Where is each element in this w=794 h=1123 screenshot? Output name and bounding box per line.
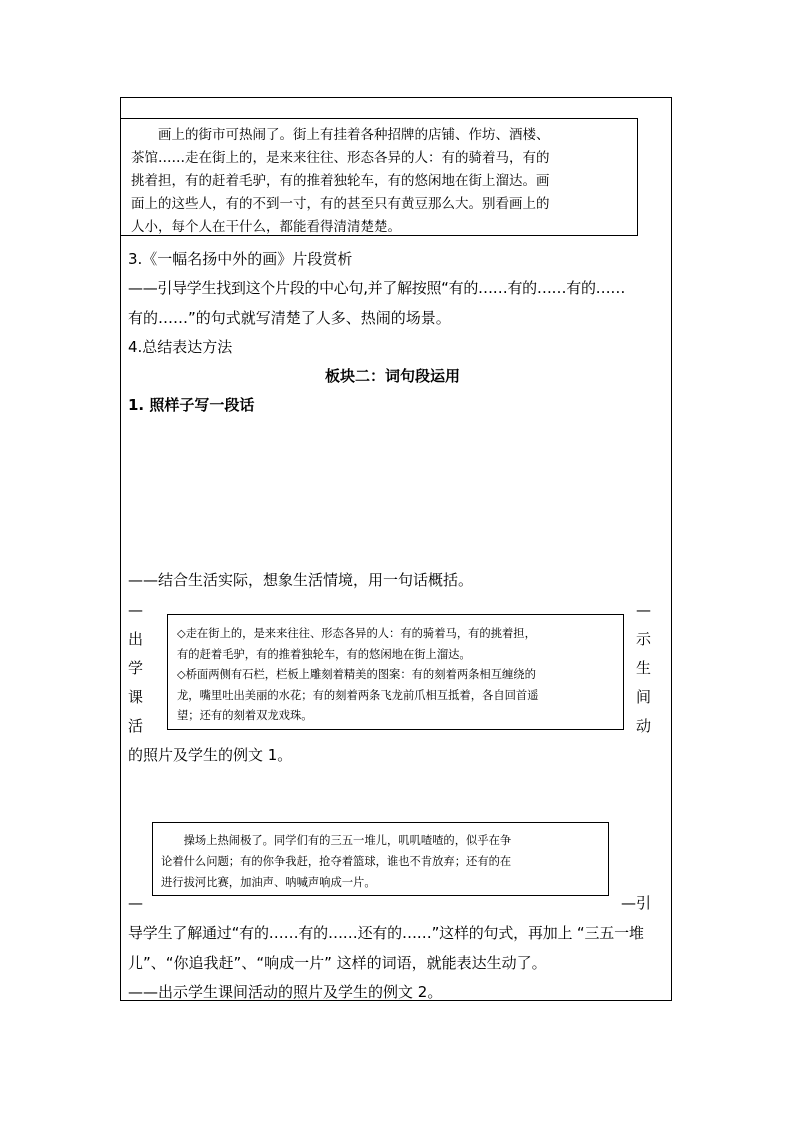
excerpt-line: 面上的这些人，有的不到一寸，有的甚至只有黄豆那么大。别看画上的 <box>131 196 550 212</box>
example-line: 有的赶着毛驴，有的推着独轮车，有的悠闲地在街上溜达。 <box>177 647 471 661</box>
example-line: ◇桥面两侧有石栏，栏板上雕刻着精美的图案：有的刻着两条相互缠绕的 <box>177 668 536 681</box>
side-char: 课 <box>128 688 144 706</box>
block2-item1: 1. 照样子写一段话 <box>128 396 255 414</box>
side-char: 学 <box>128 659 144 677</box>
side-char: 间 <box>636 688 652 706</box>
section3-guide: 有的……”的句式就写清楚了人多、热闹的场景。 <box>128 309 451 327</box>
section4-heading: 4.总结表达方法 <box>128 338 233 356</box>
photo-caption-2: ——出示学生课间活动的照片及学生的例文 2。 <box>128 983 443 1001</box>
section3-guide: ——引导学生找到这个片段的中心句,并了解按照“有的……有的……有的…… <box>128 279 626 297</box>
excerpt-line: 人小，每个人在干什么，都能看得清清楚楚。 <box>131 219 401 235</box>
student-line: 论着什么问题；有的你争我赶，抢夺着篮球，谁也不肯放弃；还有的在 <box>161 855 512 868</box>
block2-instruction: ——结合生活实际，想象生活情境，用一句话概括。 <box>128 571 474 589</box>
excerpt-line: 画上的街市可热闹了。街上有挂着各种招牌的店铺、作坊、酒楼、 <box>158 127 550 143</box>
side-char: 活 <box>128 717 144 735</box>
student-example-box <box>152 822 609 896</box>
example-line: 龙，嘴里吐出美丽的水花；有的刻着两条飞龙前爪相互抵着，各自回首遥 <box>177 688 539 702</box>
dash-left: — <box>128 894 143 912</box>
excerpt-box <box>120 118 638 236</box>
side-char: 生 <box>636 659 652 677</box>
side-char: 动 <box>636 717 652 735</box>
examples-box <box>167 614 624 730</box>
student-line: 进行拔河比赛，加油声、呐喊声响成一片。 <box>161 876 376 889</box>
side-char: — <box>128 601 143 619</box>
side-char: 出 <box>128 630 144 648</box>
section3-heading: 3.《一幅名扬中外的画》片段赏析 <box>128 250 353 268</box>
side-char: — <box>636 601 651 619</box>
photo-caption-1: 的照片及学生的例文 1。 <box>128 746 293 764</box>
excerpt-line: 挑着担，有的赶着毛驴，有的推着独轮车，有的悠闲地在街上溜达。画 <box>131 173 550 189</box>
example-line: 望；还有的刻着双龙戏珠。 <box>177 709 313 722</box>
example-line: ◇走在街上的，是来来往往、形态各异的人：有的骑着马，有的挑着担， <box>177 627 536 640</box>
excerpt-line: 茶馆……走在街上的，是来来往往、形态各异的人：有的骑着马，有的 <box>131 150 550 166</box>
dash-right: —引 <box>621 894 652 912</box>
guide2-line: 导学生了解通过“有的……有的……还有的……”这样的句式，再加上 “三五一堆 <box>128 924 644 942</box>
guide2-line: 儿”、“你追我赶”、“响成一片” 这样的词语，就能表达生动了。 <box>128 954 547 972</box>
block2-title: 板块二：词句段运用 <box>325 367 461 385</box>
side-char: 示 <box>636 630 652 648</box>
student-line: 操场上热闹极了。同学们有的三五一堆儿，叽叽喳喳的，似乎在争 <box>183 834 512 847</box>
